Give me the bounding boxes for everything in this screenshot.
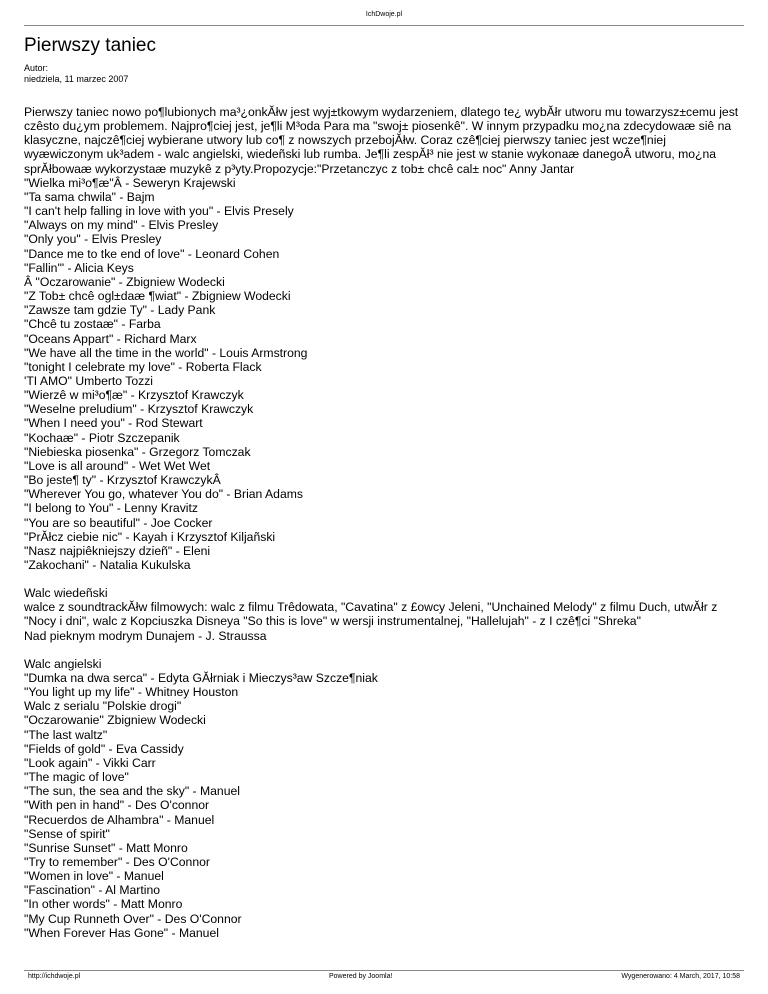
english-waltz-song-item: "With pen in hand" - Des O'connor — [24, 798, 210, 813]
song-item: "Always on my mind" - Elvis Presley — [24, 218, 219, 233]
song-item: "You are so beautiful" - Joe Cocker — [24, 515, 213, 530]
song-item: "Only you" - Elvis Presley — [24, 232, 162, 247]
vienna-waltz-text: walce z soundtrackĂłw filmowych: walc z filmu Trêdowata, "Cavatina" z £owcy Jeleni, "Unchained Melody" z filmu Duch, utwĂłr z "Nocy i dni", walc z Kopciuszka Disneya "So this is love" w wersji instrumentalnej, "Hallelujah" - z I czê¶ci "Shreka" — [24, 600, 718, 629]
english-waltz-song-item: "The magic of love" — [24, 770, 129, 785]
article-meta — [24, 63, 128, 85]
song-item: "When I need you" - Rod Stewart — [24, 416, 203, 431]
footer-url: http://ichdwoje.pl — [28, 973, 81, 980]
english-waltz-song-item: "Women in love" - Manuel — [24, 869, 164, 884]
song-item: Â "Oczarowanie" - Zbigniew Wodecki — [24, 274, 225, 289]
article-body — [24, 105, 744, 940]
song-item: "Love is all around" - Wet Wet Wet — [24, 458, 211, 473]
english-waltz-song-item: "Dumka na dwa serca" - Edyta GĂłrniak i Mieczys³aw Szcze¶niak — [24, 670, 378, 685]
song-item: "I can't help falling in love with you" - Elvis Presely — [24, 204, 294, 219]
english-waltz-song-list — [24, 671, 744, 940]
song-item: "We have all the time in the world" - Louis Armstrong — [24, 345, 308, 360]
english-waltz-song-item: "You light up my life" - Whitney Houston — [24, 685, 239, 700]
song-item: "Weselne preludium" - Krzysztof Krawczyk — [24, 402, 254, 417]
english-waltz-song-item: "Recuerdos de Alhambra" - Manuel — [24, 812, 215, 827]
vienna-waltz-heading: Walc wiedeñski — [24, 586, 108, 601]
song-item: "Wherever You go, whatever You do" - Brian Adams — [24, 487, 303, 502]
song-item: "Nasz najpiêkniejszy dzieñ" - Eleni — [24, 543, 211, 558]
footer-generated: Wygenerowano: 4 March, 2017, 10:58 — [621, 973, 740, 980]
english-waltz-song-item: "Fields of gold" - Eva Cassidy — [24, 741, 184, 756]
song-item: 'TI AMO" Umberto Tozzi — [24, 373, 154, 388]
english-waltz-song-item: "My Cup Runneth Over" - Des O'Connor — [24, 911, 242, 926]
song-item: "Z Tob± chcê ogl±daæ ¶wiat" - Zbigniew Wodecki — [24, 289, 291, 304]
english-waltz-heading: Walc angielski — [24, 656, 102, 671]
site-header: IchDwoje.pl — [365, 11, 403, 18]
first-dance-song-list — [24, 176, 744, 572]
english-waltz-song-item: "Look again" - Vikki Carr — [24, 755, 156, 770]
song-item: "Wielka mi³o¶æ"Â - Seweryn Krajewski — [24, 175, 236, 190]
english-waltz-song-item: "Sense of spirit" — [24, 826, 110, 841]
intro-paragraph: Pierwszy taniec nowo po¶lubionych ma³¿onkĂłw jest wyj±tkowym wydarzeniem, dlatego te¿ wybĂłr utworu mu towarzysz±cemu jest czêsto du¿ym problemem. Najpro¶ciej jest, je¶li M³oda Para ma "swoj± piosenkê". W innym przypadku mo¿na zdecydowaæ siê na klasyczne, najczê¶ciej wybierane utwory lub co¶ z nowszych przebojĂłw. Coraz czê¶ciej pierwszy taniec jest wcze¶niej wyæwiczonym uk³adem - walc angielski, wiedeñski lub rumba. Je¶li zespĂł³ nie jest w stanie wykonaæ danegoÂ utworu, mo¿na sprĂłbowaæ wykorzystaæ muzykê z p³yty.Propozycje:"Przetanczyc z tob± chcê cal± noc" Anny Jantar — [24, 105, 739, 176]
vienna-waltz-extra: Nad pieknym modrym Dunajem - J. Straussa — [24, 628, 267, 643]
english-waltz-song-item: "Oczarowanie" Zbigniew Wodecki — [24, 713, 206, 728]
song-item: "Fallin'" - Alicia Keys — [24, 260, 134, 275]
song-item: "Chcê tu zostaæ" - Farba — [24, 317, 161, 332]
song-item: "Zawsze tam gdzie Ty" - Lady Pank — [24, 303, 216, 318]
english-waltz-song-item: "The sun, the sea and the sky" - Manuel — [24, 784, 240, 799]
song-item: "Oceans Appart" - Richard Marx — [24, 331, 197, 346]
song-item: "Dance me to tke end of love" - Leonard Cohen — [24, 246, 280, 261]
english-waltz-song-item: "Try to remember" - Des O'Connor — [24, 854, 210, 869]
header-divider — [24, 25, 744, 26]
english-waltz-song-item: "Fascination" - Al Martino — [24, 883, 160, 898]
song-item: "Ta sama chwila" - Bajm — [24, 189, 155, 204]
english-waltz-song-item: "Sunrise Sunset" - Matt Monro — [24, 840, 188, 855]
section-gap — [24, 572, 744, 586]
footer-divider — [24, 970, 744, 971]
section-gap — [24, 643, 744, 657]
author-label: Autor: — [24, 63, 49, 73]
song-item: "I belong to You" - Lenny Kravitz — [24, 501, 198, 516]
article-date: niedziela, 11 marzec 2007 — [24, 74, 129, 84]
song-item: "Bo jeste¶ ty" - Krzysztof KrawczykÂ — [24, 473, 221, 488]
page-title: Pierwszy taniec — [24, 35, 156, 56]
english-waltz-song-item: "The last waltz" — [24, 727, 108, 742]
song-item: "Niebieska piosenka" - Grzegorz Tomczak — [24, 444, 251, 459]
song-item: "tonight I celebrate my love" - Roberta Flack — [24, 359, 262, 374]
english-waltz-song-item: "When Forever Has Gone" - Manuel — [24, 925, 219, 940]
song-item: "PrĂłcz ciebie nic" - Kayah i Krzysztof Kiljañski — [24, 529, 276, 544]
song-item: "Zakochani" - Natalia Kukulska — [24, 558, 191, 572]
english-waltz-song-item: "In other words" - Matt Monro — [24, 897, 183, 912]
footer-powered-by: Powered by Joomla! — [329, 973, 393, 980]
song-item: "Kochaæ" - Piotr Szczepanik — [24, 430, 180, 445]
english-waltz-song-item: Walc z serialu "Polskie drogi" — [24, 699, 182, 714]
song-item: "Wierzê w mi³o¶æ" - Krzysztof Krawczyk — [24, 388, 244, 403]
